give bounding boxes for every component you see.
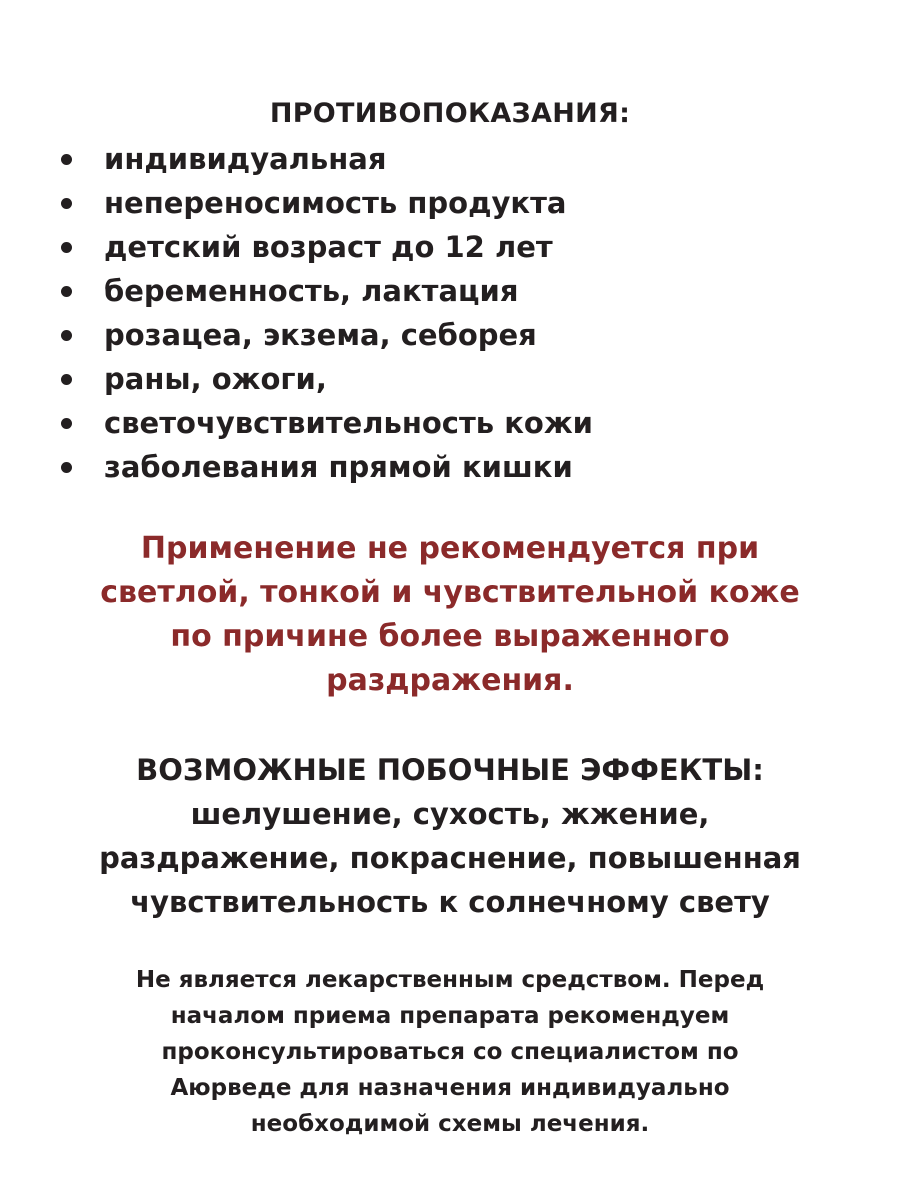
medical-disclaimer <box>0 962 900 1142</box>
list-item-text: розацеа, экзема, себорея <box>104 318 537 352</box>
bullet-icon <box>61 418 72 429</box>
list-item-text: раны, ожоги, <box>104 362 327 396</box>
disclaimer-line: проконсультироваться со специалистом по <box>161 1039 739 1065</box>
disclaimer-line: Не является лекарственным средством. Перед <box>135 967 765 993</box>
warning-line: Применение не рекомендуется при <box>140 531 760 566</box>
warning-line: по причине более выраженного <box>170 619 730 654</box>
bullet-icon <box>61 330 72 341</box>
list-item <box>54 137 593 181</box>
side-effects-title: ВОЗМОЖНЫЕ ПОБОЧНЫЕ ЭФФЕКТЫ: <box>136 753 764 787</box>
sensitive-skin-warning <box>0 527 900 703</box>
side-effects-text <box>0 792 900 924</box>
side-effects-line: чувствительность к солнечному свету <box>130 885 770 919</box>
contraindications-list <box>54 137 593 489</box>
bullet-icon <box>61 374 72 385</box>
disclaimer-line: необходимой схемы лечения. <box>250 1111 650 1137</box>
list-item-text: заболевания прямой кишки <box>104 450 573 484</box>
bullet-icon <box>61 286 72 297</box>
side-effects-line: раздражение, покраснение, повышенная <box>99 841 801 875</box>
list-item-text: непереносимость продукта <box>104 186 567 220</box>
warning-line: раздражения. <box>326 663 574 698</box>
list-item <box>54 445 593 489</box>
warning-line: светлой, тонкой и чувствительной коже <box>100 575 800 610</box>
list-item <box>54 357 593 401</box>
bullet-icon <box>61 242 72 253</box>
list-item-text: светочувствительность кожи <box>104 406 594 440</box>
bullet-icon <box>61 462 72 473</box>
list-item <box>54 313 593 357</box>
list-item <box>54 401 593 445</box>
list-item <box>54 181 593 225</box>
list-item-text: беременность, лактация <box>104 274 519 308</box>
disclaimer-line: началом приема препарата рекомендуем <box>170 1003 730 1029</box>
contraindications-title: ПРОТИВОПОКАЗАНИЯ: <box>269 98 631 129</box>
bullet-icon <box>61 154 72 165</box>
list-item <box>54 269 593 313</box>
disclaimer-line: Аюрведе для назначения индивидуально <box>170 1075 730 1101</box>
list-item-text: индивидуальная <box>104 142 387 176</box>
list-item <box>54 225 593 269</box>
bullet-icon <box>61 198 72 209</box>
list-item-text: детский возраст до 12 лет <box>104 230 553 264</box>
side-effects-line: шелушение, сухость, жжение, <box>190 797 710 831</box>
